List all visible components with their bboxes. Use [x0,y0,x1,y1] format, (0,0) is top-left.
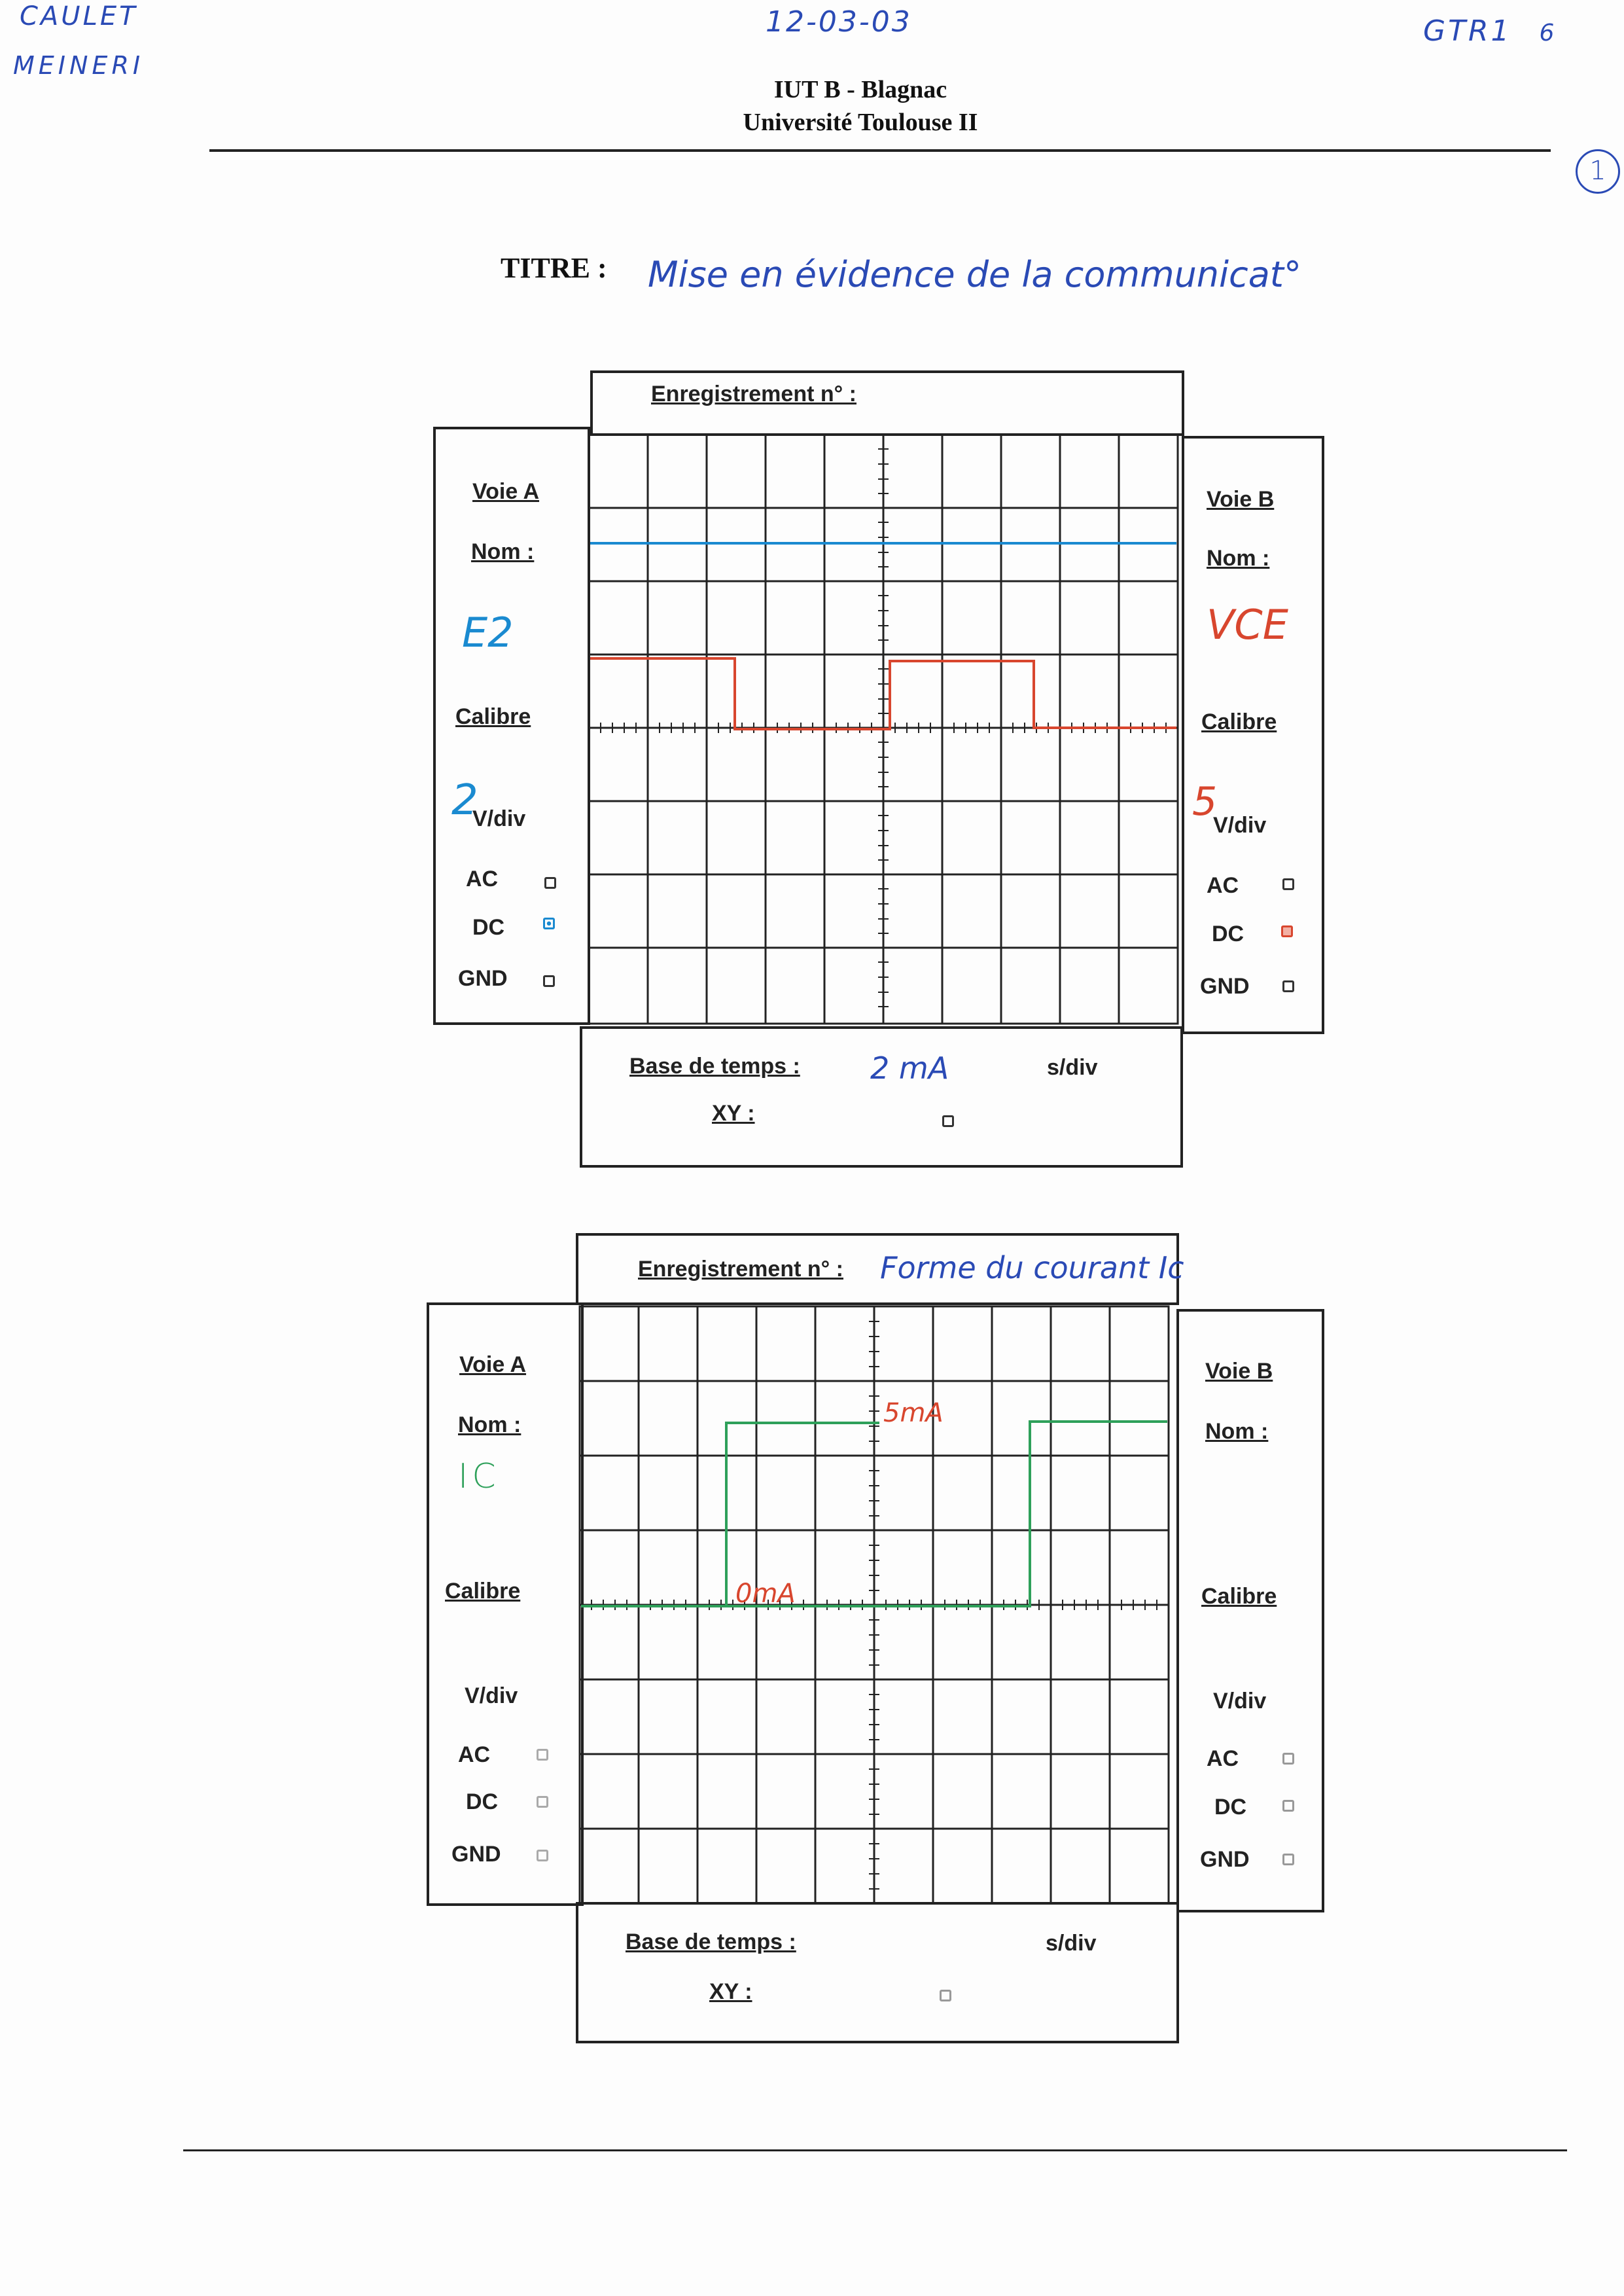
channel-b-unit: V/div [1213,1689,1267,1713]
timebase-panel [576,1902,1179,2043]
channel-b-gnd-checkbox[interactable] [1282,980,1294,992]
timebase-panel [580,1026,1183,1168]
channel-b-dc-label: DC [1214,1795,1247,1820]
channel-a-ac-label: AC [466,867,499,891]
xy-label: XY : [709,1979,752,2004]
page-number [1576,149,1620,194]
channel-b-heading: Voie B [1205,1359,1273,1384]
channel-a-heading: Voie A [459,1352,527,1377]
channel-b-name-label: Nom : [1207,546,1270,571]
channel-b-heading: Voie B [1207,487,1275,512]
timebase-unit: s/div [1047,1055,1098,1080]
institution-line-2: Université Toulouse II [743,109,978,136]
channel-b-unit: V/div [1213,813,1267,838]
page-number-text: 1 [1589,156,1606,186]
channel-a-name-label: Nom : [458,1412,521,1437]
header-rule [209,149,1551,152]
trace-channel-a [581,1423,1027,1606]
channel-a-gnd-label: GND [458,966,508,991]
channel-a-unit: V/div [465,1683,518,1708]
channel-b-calibre-value: 5 [1192,779,1218,825]
trace-ic-2 [879,1422,1167,1606]
channel-b-gnd-label: GND [1200,1847,1250,1872]
channel-b-dc-checkbox[interactable] [1282,1800,1294,1812]
annotation-high-level: 5mA [883,1398,944,1428]
channel-b-calibre-label: Calibre [1201,1584,1277,1609]
title-label: TITRE : [501,252,607,284]
channel-a-ac-label: AC [458,1742,491,1767]
channel-a-unit: V/div [472,806,526,831]
group-suffix: 6 [1539,20,1557,46]
trace-ic [581,1423,879,1606]
timebase-value: 2 mA [870,1050,949,1086]
channel-b-gnd-checkbox[interactable] [1282,1854,1294,1865]
channel-a-gnd-label: GND [451,1842,501,1867]
channel-b-panel [1182,436,1324,1034]
channel-a-ac-checkbox[interactable] [537,1749,548,1761]
channel-a-calibre-label: Calibre [455,704,531,729]
channel-b-name-value: VCE [1207,601,1288,649]
record-label: Enregistrement n° : [638,1257,843,1282]
channel-b-dc-checkbox[interactable] [1281,925,1293,937]
record-value: Forme du courant Ic [880,1250,1184,1285]
institution-line-1: IUT B - Blagnac [773,76,947,103]
timebase-unit: s/div [1046,1931,1097,1956]
channel-b-ac-checkbox[interactable] [1282,1753,1294,1765]
channel-a-name-label: Nom : [471,539,535,564]
channel-a-name-value: IC [458,1457,500,1496]
timebase-label: Base de temps : [626,1929,796,1954]
channel-a-calibre-label: Calibre [445,1579,521,1604]
student-name-2: MEINERI [13,51,145,80]
group [1423,14,1557,48]
title-value: Mise en évidence de la communicat° [648,254,1301,295]
channel-a-dc-checkbox[interactable] [543,918,555,929]
channel-b-dc-label: DC [1212,922,1244,946]
timebase-label: Base de temps : [629,1054,800,1079]
oscilloscope-grid-1 [588,433,1184,1030]
xy-label: XY : [712,1101,755,1126]
channel-a-gnd-checkbox[interactable] [543,975,555,987]
trace-current-ic [581,1423,1014,1606]
channel-b-ac-label: AC [1207,1746,1239,1771]
footer-rule [183,2149,1567,2151]
channel-a-panel [427,1302,584,1906]
date: 12-03-03 [766,5,912,39]
channel-b-ac-checkbox[interactable] [1282,878,1294,890]
channel-b-panel [1176,1309,1324,1912]
xy-checkbox[interactable] [942,1115,954,1127]
channel-a-ac-checkbox[interactable] [544,877,556,889]
annotation-low-level: 0mA [735,1579,796,1609]
channel-b-name-label: Nom : [1205,1419,1269,1444]
xy-checkbox[interactable] [940,1990,951,2001]
channel-a-calibre-value: 2 [451,776,478,825]
record-label: Enregistrement n° : [651,382,856,406]
oscilloscope-grid-2 [578,1305,1175,1907]
channel-a-name-value: E2 [462,609,514,656]
channel-a-dc-checkbox[interactable] [537,1796,548,1808]
channel-b-gnd-label: GND [1200,974,1250,999]
channel-a-heading: Voie A [472,479,540,504]
channel-b-calibre-label: Calibre [1201,709,1277,734]
student-name-1: CAULET [20,1,138,31]
channel-a-dc-label: DC [472,915,505,940]
group-code: GTR1 [1423,14,1512,48]
channel-a-dc-label: DC [466,1789,499,1814]
channel-a-gnd-checkbox[interactable] [537,1850,548,1861]
channel-b-ac-label: AC [1207,873,1239,898]
